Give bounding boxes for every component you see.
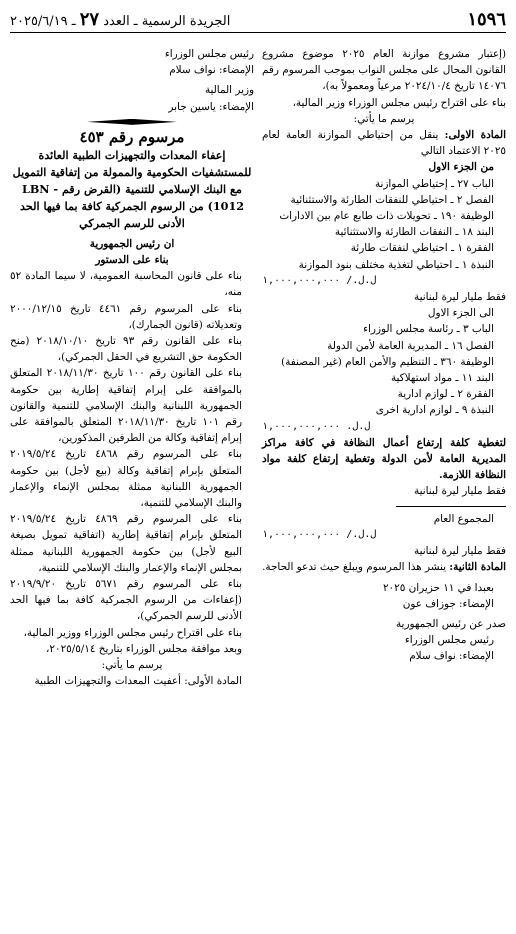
signatory-title: وزير المالية xyxy=(204,84,254,97)
article-one: المادة الاولى: ينقل من إحتياطي الموازنة العامة لعام ٢٠٢٥ الاعتماد التالي xyxy=(262,129,506,158)
gazette-title xyxy=(10,9,230,30)
budget-line: من الجزء الاول xyxy=(428,161,494,174)
decree-subject: إعفاء المعدات والتجهيزات الطبية العائدة للمستشفيات الحكومية والممولة من إتفاقية التمويل مع البنك الإسلامي للتنمية (القرض رقم LBN - 1012) من الرسوم الجمركية كافة بما فيها الحد الأدنى للرسم الجمركي xyxy=(12,147,252,230)
right-column xyxy=(262,46,506,665)
constitution-heading: بناء على الدستور xyxy=(95,254,169,267)
paragraph: بناء على المرسوم رقم ٤٨٦٨ تاريخ ٢٠١٩/٥/٢٤ المتعلق بإبرام إتفاقية وكالة (بيع لأجل) بين حكومة الجمهورية اللبنانية ممثلة بمجلس الإنماء والإعمار والبنك الإسلامي للتنمية، xyxy=(10,448,242,510)
paragraph: بناء على المرسوم رقم ٤٨٦٩ تاريخ ٢٠١٩/٥/٢٤ المتعلق بإبرام إتفاقية إطارية (اتفاقية تمويل بصيغة البيع لأجل) بين حكومة الجمهورية اللبنانية ممثلة بمجلس الإنماء والإعمار والبنك الإسلامي للتنمية، xyxy=(10,513,242,574)
paragraph: بناء على اقتراح رئيس مجلس الوزراء وزير المالية، xyxy=(292,96,506,109)
budget-line: الباب ٣ ـ رئاسة مجلس الوزراء xyxy=(363,323,494,336)
page-header xyxy=(10,6,506,33)
budget-line: النبذة ٩ ـ لوازم ادارية اخرى xyxy=(375,404,494,417)
decree-title: مرسوم رقم ٤٥٣ xyxy=(79,127,185,146)
paragraph: بناء على قانون المحاسبة العمومية، لا سيما المادة ٥٢ منه، xyxy=(10,270,242,299)
signature: الإمضاء: نواف سلام xyxy=(409,650,494,663)
amount: ل.ل. ١,٠٠٠,٠٠٠,٠٠٠ xyxy=(262,420,371,432)
issue-date: ـ ٢٠٢٥/٦/١٩ xyxy=(10,13,76,29)
budget-line: الفقرة ١ ـ احتياطي لنفقات طارئة xyxy=(350,242,494,255)
total-label: المجموع العام xyxy=(433,512,494,525)
amount: ل.ل./ ١,٠٠٠,٠٠٠,٠٠٠ xyxy=(262,274,377,286)
decree-clause: يرسم ما يأتي: xyxy=(101,659,163,672)
signature: الإمضاء: جوزاف عون xyxy=(402,597,494,610)
budget-line: الوظيفة ١٩٠ ـ تحويلات ذات طابع عام بين الادارات xyxy=(279,210,494,223)
gazette-name: الجريدة الرسمية ـ العدد xyxy=(103,13,231,29)
signature: الإمضاء: ياسين جابر xyxy=(168,100,254,113)
paragraph: وبعد موافقة مجلس الوزراء بتاريخ ٢٠٢٥/٥/١٤، xyxy=(46,642,242,655)
purpose-text: لتغطية كلفة إرتفاع أعمال النظافة في كافة مراكز المديرية العامة لأمن الدولة وتغطية إرتفاع كلفة مواد النظافة اللازمة. xyxy=(262,436,506,482)
paragraph: بناء على المرسوم رقم ٤٤٦١ تاريخ ٢٠٠٠/١٢/١٥ وتعديلاته (قانون الجمارك)، xyxy=(10,302,242,331)
issue-number: ٢٧ xyxy=(79,8,100,30)
budget-line: الفصل ٢ ـ احتياطي للنفقات الطارئة والاستثنائية xyxy=(290,193,494,206)
page-number: ١٥٩٦ xyxy=(467,8,506,30)
budget-line: الباب ٢٧ ـ إحتياطي الموازنة xyxy=(374,177,494,190)
article-two: المادة الثانية: ينشر هذا المرسوم ويبلغ حيث تدعو الحاجة. xyxy=(262,561,506,574)
paragraph: بناء على القانون رقم ٩٣ تاريخ ٢٠١٨/١٠/١٠ (منح الحكومة حق التشريع في الحقل الجمركي)، xyxy=(10,335,243,364)
article-one: المادة الأولى: أعفيت المعدات والتجهيزات الطبية xyxy=(34,675,242,688)
budget-line: الوظيفة ٣٦٠ ـ التنظيم والأمن العام (غير المصنفة) xyxy=(281,355,494,368)
paragraph: بناء على المرسوم رقم ٥٦٧١ تاريخ ٢٠١٩/٩/٢٠ (إعفاءات من الرسوم الجمركية كافة بما فيها الحد الأدنى للرسم الجمركي)، xyxy=(10,578,242,623)
signatory-title: رئيس مجلس الوزراء xyxy=(404,634,494,647)
issued-by: صدر عن رئيس الجمهورية xyxy=(395,617,506,630)
amount-in-words: فقط مليار ليرة لبنانية xyxy=(414,485,506,498)
signature: الإمضاء: نواف سلام xyxy=(169,64,254,77)
amount-in-words: فقط مليار ليرة لبنانية xyxy=(414,291,506,304)
budget-line: الى الجزء الاول xyxy=(427,307,494,320)
left-column xyxy=(10,46,254,690)
president-heading: ان رئيس الجمهورية xyxy=(89,237,175,250)
budget-line: النبذة ١ ـ احتياطي لتغذية مختلف بنود الموازنة xyxy=(298,258,494,271)
amount-in-words: فقط مليار ليرة لبنانية xyxy=(414,545,506,558)
total-amount: ل.ل./ ١,٠٠٠,٠٠٠,٠٠٠ xyxy=(262,528,377,540)
section-separator xyxy=(87,119,177,125)
budget-line: الفقرة ٢ ـ لوازم ادارية xyxy=(397,388,494,401)
decree-clause: يرسم ما يأتي: xyxy=(353,112,415,125)
signatory-title: رئيس مجلس الوزراء xyxy=(164,48,254,60)
paragraph: بناء على اقتراح رئيس مجلس الوزراء ووزير المالية، xyxy=(23,626,242,639)
budget-line: البند ١٨ ـ النفقات الطارئة والاستثنائية xyxy=(334,226,494,239)
paragraph: بناء على القانون رقم ١٠٠ تاريخ ٢٠١٨/١١/٣٠ المتعلق بالموافقة على إبرام إتفاقية إطارية بين حكومة الجمهورية اللبنانية والبنك الإسلامي للتنمية والقانون رقم ١٠١ تاريخ ٢٠١٨/١١/٣٠ المتعلق بالموافقة على إبرام إتفاقية وكالة من الطرفين المذكورين، xyxy=(10,367,243,445)
budget-line: الفصل ١٦ ـ المديرية العامة لأمن الدولة xyxy=(327,339,494,352)
divider xyxy=(396,506,506,507)
budget-line: البند ١١ ـ مواد استهلاكية xyxy=(390,372,494,385)
paragraph: (إعتبار مشروع موازنة العام ٢٠٢٥ موضوع مشروع القانون المحال على مجلس النواب بموجب المرسوم رقم ١٤٠٧٦ تاريخ ٢٠٢٤/١٠/٤ مرعياً ومعمولاً به)، xyxy=(262,48,507,93)
signing-place-date: بعبدا في ١١ حزيران ٢٠٢٥ xyxy=(382,581,494,594)
